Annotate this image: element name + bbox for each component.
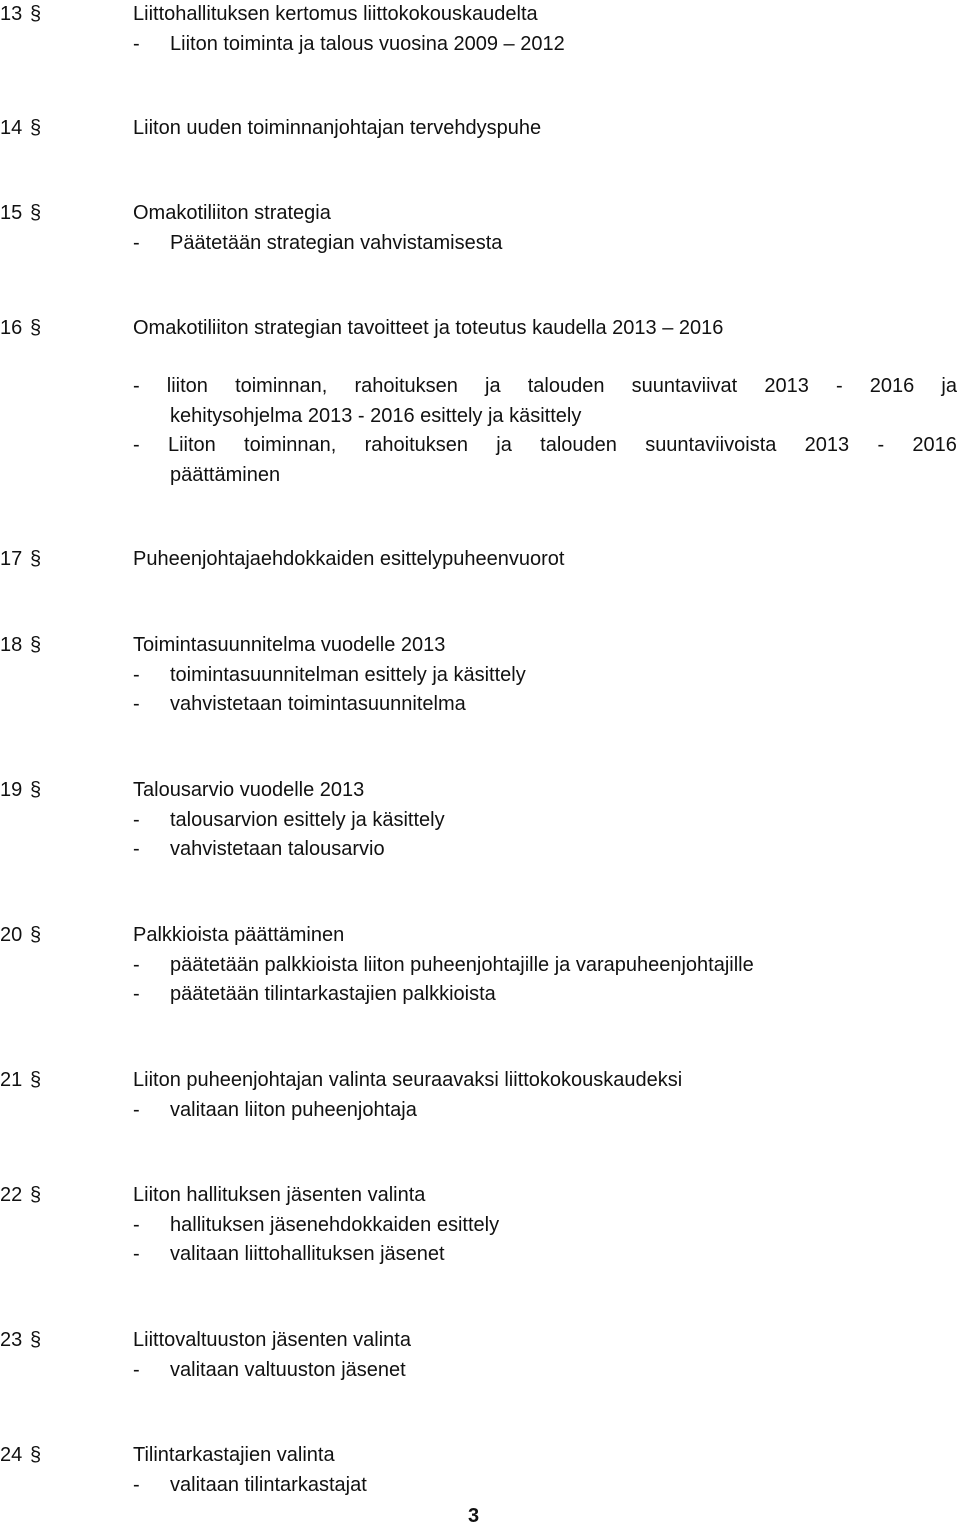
- section-number: 14: [0, 117, 23, 139]
- word: suuntaviivoista: [645, 434, 777, 456]
- item-text: valitaan liittohallituksen jäsenet: [170, 1243, 445, 1265]
- section-title: Toimintasuunnitelma vuodelle 2013: [133, 634, 446, 656]
- word: liiton: [166, 375, 208, 397]
- item-text: valitaan liiton puheenjohtaja: [170, 1098, 417, 1121]
- item-text: päätetään tilintarkastajien palkkioista: [170, 983, 496, 1005]
- page-number: 3: [468, 1505, 480, 1527]
- section-number: 19: [0, 779, 23, 801]
- block-item-1-line-2: kehitysohjelma 2013 - 2016 esittely ja käsittely: [170, 404, 582, 427]
- word: rahoituksen: [364, 434, 469, 456]
- section-symbol: §: [30, 634, 42, 656]
- section-symbol: §: [30, 548, 42, 570]
- word: suuntaviivat: [631, 375, 738, 397]
- block-item-1-line-1: [133, 372, 957, 402]
- word: 2013: [764, 375, 809, 397]
- section-title: Liiton uuden toiminnanjohtajan tervehdyspuhe: [133, 117, 542, 139]
- item-dash: -: [133, 1098, 140, 1121]
- section-number: 23: [0, 1329, 23, 1351]
- section-item: [133, 1211, 499, 1241]
- item-dash: -: [133, 663, 140, 686]
- section-symbol: §: [30, 779, 42, 801]
- word: ja: [496, 434, 512, 456]
- section-item: [133, 806, 445, 836]
- word: Liiton: [167, 434, 216, 456]
- item-text: toimintasuunnitelman esittely ja käsittely: [170, 663, 526, 686]
- item-dash: -: [133, 32, 140, 55]
- section-title: Liittovaltuuston jäsenten valinta: [133, 1329, 411, 1351]
- section-item: [133, 951, 754, 981]
- word: talouden: [540, 434, 617, 456]
- section-number: 17: [0, 548, 23, 570]
- section-title: Tilintarkastajien valinta: [133, 1444, 335, 1466]
- section-title: Omakotiliiton strategia: [133, 202, 331, 224]
- item-dash: -: [133, 838, 140, 860]
- block-item-2-line-1: [133, 431, 957, 461]
- section-item: [133, 661, 526, 691]
- item-dash: -: [133, 1243, 140, 1265]
- item-dash: -: [133, 1473, 140, 1496]
- word: 2016: [869, 375, 915, 397]
- word: -: [133, 434, 140, 456]
- section-symbol: §: [30, 1329, 42, 1351]
- word: talouden: [527, 375, 605, 397]
- item-text: hallituksen jäsenehdokkaiden esittely: [170, 1213, 500, 1236]
- section-item: [133, 1356, 406, 1386]
- item-dash: -: [133, 983, 140, 1005]
- word: 2013: [804, 434, 850, 456]
- section-symbol: §: [30, 117, 42, 139]
- word: rahoituksen: [354, 375, 458, 397]
- word: -: [133, 375, 140, 397]
- section-title: Puheenjohtajaehdokkaiden esittelypuheenvuorot: [133, 548, 565, 570]
- item-text: Päätetään strategian vahvistamisesta: [170, 231, 503, 254]
- item-dash: -: [133, 953, 140, 976]
- section-item: [133, 1471, 367, 1501]
- section-item: [133, 30, 565, 60]
- section-item: [133, 690, 466, 720]
- section-number: 20: [0, 924, 23, 946]
- section-symbol: §: [30, 1184, 42, 1206]
- section-symbol: §: [30, 924, 42, 946]
- item-text: Liiton toiminta ja talous vuosina 2009 – 2012: [170, 32, 565, 55]
- item-dash: -: [133, 693, 140, 715]
- section-symbol: §: [30, 317, 42, 339]
- word: -: [877, 434, 885, 456]
- section-symbol: §: [30, 3, 42, 25]
- section-title: Palkkioista päättäminen: [133, 924, 345, 946]
- section-title: Liiton hallituksen jäsenten valinta: [133, 1184, 426, 1206]
- section-block: [133, 372, 957, 490]
- section-title: Omakotiliiton strategian tavoitteet ja toteutus kaudella 2013 – 2016: [133, 317, 724, 339]
- section-symbol: §: [30, 1444, 42, 1466]
- section-item: [133, 980, 496, 1010]
- section-number: 15: [0, 202, 23, 224]
- item-dash: -: [133, 1213, 140, 1236]
- item-text: vahvistetaan talousarvio: [170, 838, 385, 860]
- item-dash: -: [133, 1358, 140, 1381]
- item-dash: -: [133, 808, 140, 831]
- section-number: 18: [0, 634, 23, 656]
- word: toiminnan,: [235, 375, 328, 397]
- section-item: [133, 1240, 445, 1270]
- section-title: Liiton puheenjohtajan valinta seuraavaksi liittokokouskaudeksi: [133, 1069, 683, 1091]
- section-item: [133, 229, 502, 259]
- section-title: Talousarvio vuodelle 2013: [133, 779, 365, 801]
- word: ja: [941, 375, 957, 397]
- item-dash: -: [133, 231, 140, 254]
- word: ja: [485, 375, 501, 397]
- item-text: päätetään palkkioista liiton puheenjohtajille ja varapuheenjohtajille: [170, 953, 754, 976]
- section-title: Liittohallituksen kertomus liittokokouskaudelta: [133, 3, 538, 25]
- section-number: 13: [0, 3, 23, 25]
- section-item: [133, 1096, 417, 1126]
- section-number: 16: [0, 317, 23, 339]
- section-number: 24: [0, 1444, 23, 1466]
- item-text: talousarvion esittely ja käsittely: [170, 808, 445, 831]
- section-number: 21: [0, 1069, 23, 1091]
- section-number: 22: [0, 1184, 23, 1206]
- section-symbol: §: [30, 202, 42, 224]
- item-text: valitaan tilintarkastajat: [170, 1473, 367, 1496]
- block-item-2-line-2: päättäminen: [170, 463, 281, 486]
- word: toiminnan,: [244, 434, 337, 456]
- item-text: valitaan valtuuston jäsenet: [170, 1358, 406, 1381]
- word: -: [835, 375, 843, 397]
- item-text: vahvistetaan toimintasuunnitelma: [170, 693, 466, 715]
- section-symbol: §: [30, 1069, 42, 1091]
- word: 2016: [912, 434, 957, 456]
- section-item: [133, 835, 385, 865]
